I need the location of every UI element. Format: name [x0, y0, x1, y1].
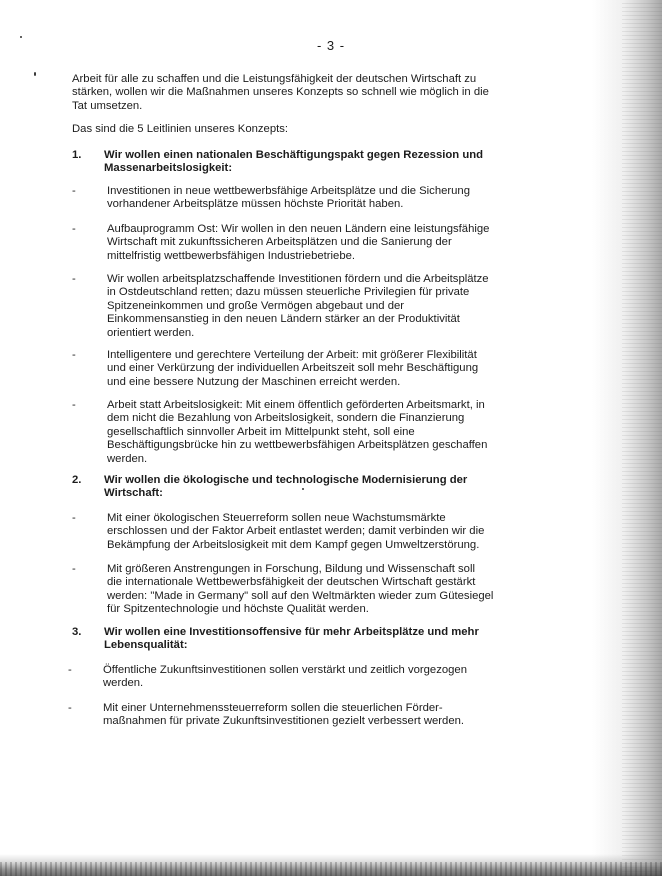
bullet-item: [103, 702, 464, 729]
bullet-line: maßnahmen für private Zukunftsinvestitionen gezielt verbessert werden.: [103, 715, 465, 728]
bullet-item: [103, 664, 467, 691]
bullet-item: [107, 512, 484, 552]
intro-line: Arbeit für alle zu schaffen und die Leistungsfähigkeit der deutschen Wirtschaft zu: [72, 73, 477, 85]
bullet-marker: -: [72, 185, 76, 197]
bullet-line: Wirtschaft mit zukunftssicheren Arbeitsplätzen und die Sanierung der: [107, 236, 452, 249]
section-heading-line: Wir wollen einen nationalen Beschäftigungspakt gegen Rezession und: [104, 149, 484, 161]
bullet-line: Beschäftigungsbrücke hin zu wettbewerbsfähigen Arbeitsplätzen geschaffen: [107, 439, 488, 452]
bullet-marker: -: [68, 664, 72, 676]
bullet-marker: -: [72, 399, 76, 411]
bullet-item: [107, 399, 487, 466]
section-number: 1.: [72, 149, 82, 161]
scan-edge-noise: [622, 0, 662, 876]
bullet-line: werden: "Made in Germany" soll auf den Weltmärkten wieder zum Gütesiegel: [107, 589, 494, 602]
bullet-line: Mit einer Unternehmenssteuerreform sollen die steuerlichen Förder-: [103, 702, 443, 714]
section-heading-line: Wirtschaft:: [104, 487, 163, 500]
scan-bottom-noise: [0, 862, 662, 876]
intro-line: Tat umsetzen.: [72, 99, 143, 112]
section-heading-line: Lebensqualität:: [104, 639, 188, 652]
bullet-line: Bekämpfung der Arbeitslosigkeit mit dem Kampf gegen Umweltzerstörung.: [107, 538, 480, 551]
bullet-marker: -: [72, 512, 76, 524]
section-heading-line: Massenarbeitslosigkeit:: [104, 162, 233, 175]
bullet-line: Investitionen in neue wettbewerbsfähige Arbeitsplätze und die Sicherung: [107, 185, 470, 197]
bullet-line: und einer Verkürzung der individuellen Arbeitszeit soll mehr Beschäftigung: [107, 362, 479, 375]
bullet-line: Arbeit statt Arbeitslosigkeit: Mit einem öffentlich geförderten Arbeitsmarkt, in: [107, 399, 485, 411]
bullet-line: Mit einer ökologischen Steuerreform sollen neue Wachstumsmärkte: [107, 512, 446, 524]
section-heading-line: Wir wollen eine Investitionsoffensive für mehr Arbeitsplätze und mehr: [104, 626, 479, 638]
bullet-item: [107, 563, 493, 617]
bullet-line: werden.: [107, 452, 148, 465]
scan-speck: [20, 36, 22, 38]
bullet-marker: -: [72, 349, 76, 361]
bullet-marker: -: [72, 273, 76, 285]
bullet-line: Intelligentere und gerechtere Verteilung der Arbeit: mit größerer Flexibilität: [107, 349, 477, 361]
bullet-line: Wir wollen arbeitsplatzschaffende Investitionen fördern und die Arbeitsplätze: [107, 273, 489, 285]
bullet-line: und eine bessere Nutzung der Maschinen erreicht werden.: [107, 375, 401, 388]
bullet-marker: -: [72, 223, 76, 235]
bullet-marker: -: [68, 702, 72, 714]
lead-text: Das sind die 5 Leitlinien unseres Konzepts:: [72, 123, 289, 135]
bullet-line: für Spitzentechnologie und höchste Qualität werden.: [107, 603, 369, 616]
section-heading: [104, 474, 467, 501]
bullet-line: Öffentliche Zukunftsinvestitionen sollen verstärkt und zeitlich vorgezogen: [103, 664, 467, 676]
bullet-item: [107, 273, 489, 340]
bullet-line: Aufbauprogramm Ost: Wir wollen in den neuen Ländern eine leistungsfähige: [107, 223, 490, 235]
scan-speck: [34, 72, 36, 76]
section-heading-line: Wir wollen die ökologische und technologische Modernisierung der: [104, 474, 468, 486]
bullet-line: die internationale Wettbewerbsfähigkeit der deutschen Wirtschaft gestärkt: [107, 576, 476, 589]
scan-speck: [302, 488, 304, 490]
bullet-line: orientiert werden.: [107, 326, 195, 339]
bullet-line: Spitzeneinkommen und große Vermögen abgebaut und der: [107, 299, 405, 312]
bullet-line: in Ostdeutschland retten; dazu müssen steuerliche Privilegien für private: [107, 286, 470, 299]
bullet-line: gesellschaftlich sinnvoller Arbeit im Mittelpunkt steht, soll eine: [107, 425, 415, 438]
bullet-line: erschlossen und der Faktor Arbeit entlastet werden; damit verbinden wir die: [107, 525, 485, 538]
bullet-item: [107, 185, 470, 212]
bullet-marker: -: [72, 563, 76, 575]
bullet-line: Einkommensanstieg in den neuen Ländern stärker an der Produktivität: [107, 313, 460, 326]
section-heading: [104, 149, 483, 176]
bullet-line: vorhandener Arbeitsplätze müssen höchste Priorität haben.: [107, 198, 404, 211]
bullet-item: [107, 223, 489, 263]
bullet-line: dem nicht die Bezahlung von Arbeitslosigkeit, sondern die Finanzierung: [107, 412, 465, 425]
intro-line: stärken, wollen wir die Maßnahmen unseres Konzepts so schnell wie möglich in die: [72, 86, 489, 99]
bullet-item: [107, 349, 478, 389]
section-number: 2.: [72, 474, 82, 486]
bullet-line: mittelfristig wettbewerbsfähigen Industriebetriebe.: [107, 249, 356, 262]
bullet-line: werden.: [103, 677, 144, 690]
section-heading: [104, 626, 479, 653]
page-number: - 3 -: [316, 38, 346, 53]
section-number: 3.: [72, 626, 82, 638]
bullet-line: Mit größeren Anstrengungen in Forschung, Bildung und Wissenschaft soll: [107, 563, 475, 575]
intro-paragraph: [72, 73, 489, 113]
